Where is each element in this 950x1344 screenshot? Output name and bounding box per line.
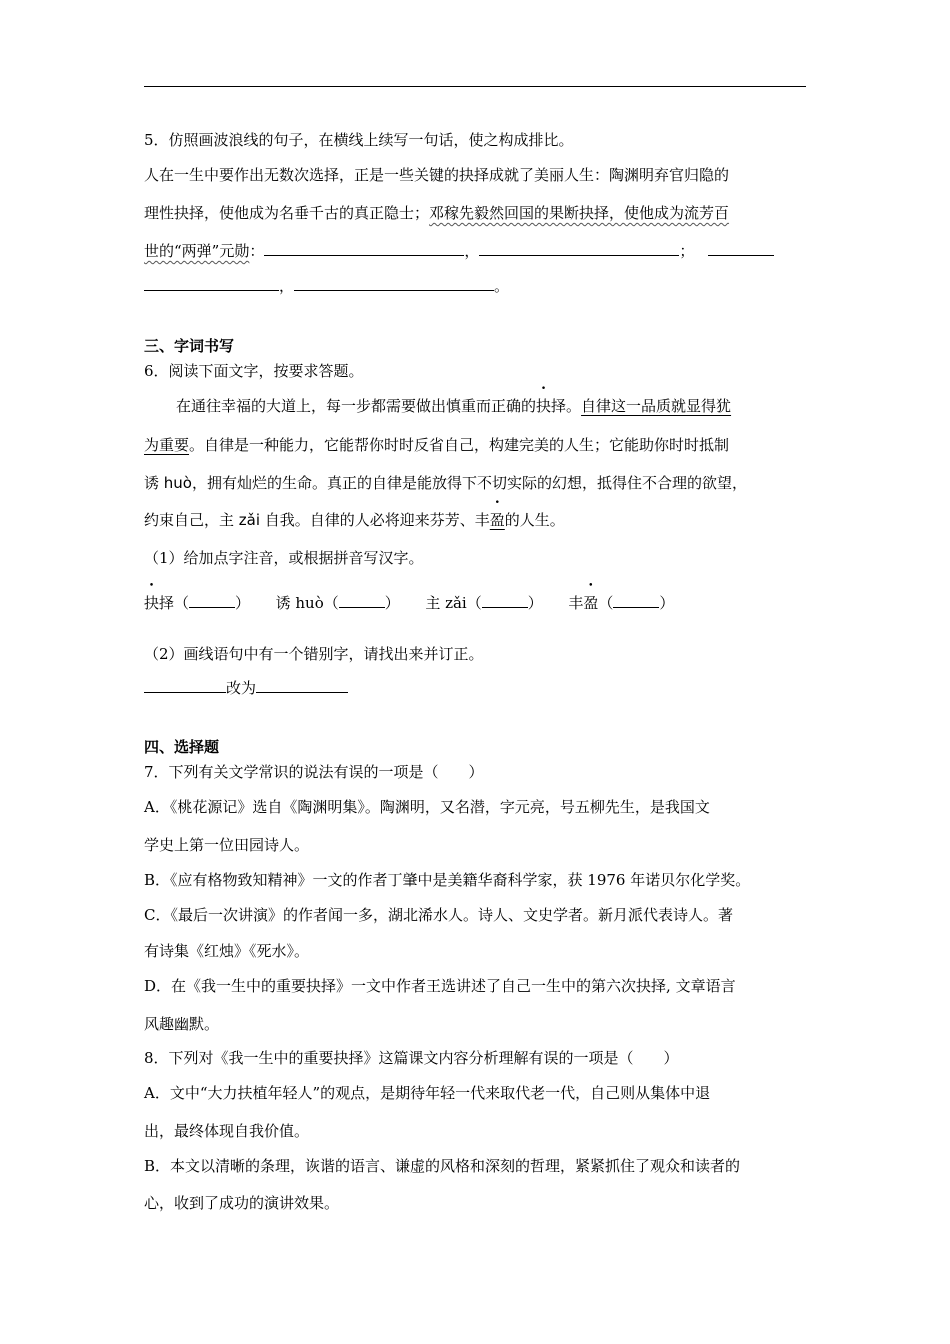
- q5-blank-4[interactable]: [294, 276, 494, 291]
- q6-p4b: 的人生。: [504, 511, 565, 529]
- q5-line-4: [144, 276, 509, 296]
- q6-fill-4-blank[interactable]: [613, 593, 659, 608]
- q6-fill-4-label-b: （: [598, 594, 614, 612]
- q7-option-c[interactable]: C．《最后一次讲演》的作者闻一多，湖北浠水人。诗人、文史学者。新月派代表诗人。著: [144, 906, 733, 924]
- q5-wavy-sentence-end: 世的“两弹”元勋: [144, 242, 250, 260]
- q7-prompt: 7．下列有关文学常识的说法有误的一项是（ ）: [144, 763, 484, 781]
- q6-fill-2-label: 诱 huò（: [275, 594, 339, 612]
- q6-prompt: 6．阅读下面文字，按要求答题。: [144, 362, 364, 380]
- q8-option-b[interactable]: B．本文以清晰的条理，诙谐的语言、谦虚的风格和深刻的哲理，紧紧抓住了观众和读者的: [144, 1157, 741, 1175]
- q5-blank-3b[interactable]: [144, 276, 279, 291]
- q6-passage-line-1: [176, 396, 731, 416]
- q6-p4a: 约束自己，主 zǎi 自我。自律的人必将迎来芬芳、丰: [144, 511, 490, 529]
- q6-wrong-char-blank[interactable]: [144, 678, 226, 693]
- q5-line-3: [144, 241, 774, 261]
- q8-option-a[interactable]: A．文中“大力扶植年轻人”的观点，是期待年轻一代来取代老一代，自己则从集体中退: [144, 1084, 711, 1102]
- q6-fill-4-close: ）: [659, 594, 675, 612]
- q7-option-a[interactable]: A．《桃花源记》选自《陶渊明集》。陶渊明，又名潜，字元亮，号五柳先生，是我国文: [144, 798, 710, 816]
- q6-correction-row: [144, 678, 348, 698]
- header-rule: [144, 86, 806, 87]
- section-4-title: 四、选择题: [144, 738, 220, 756]
- q5-prompt: 5．仿照画波浪线的句子，在横线上续写一句话，使之构成排比。: [144, 131, 574, 149]
- q6-fill-row: [144, 593, 674, 613]
- q6-dotted-char-1: 抉: [536, 397, 552, 415]
- q8-option-b-cont: 心，收到了成功的演讲效果。: [144, 1194, 340, 1212]
- q6-fill-1-label: 择（: [159, 594, 190, 612]
- q6-sub-1: （1）给加点字注音，或根据拼音写汉字。: [144, 549, 424, 567]
- q6-fill-3-close: ）: [527, 594, 543, 612]
- q6-correct-char-blank[interactable]: [256, 678, 348, 693]
- q6-passage-line-4: [144, 510, 565, 530]
- q5-period: 。: [494, 277, 510, 295]
- q7-option-c-cont: 有诗集《红烛》《死水》。: [144, 942, 310, 960]
- q6-fill-1-dotted: 抉: [144, 594, 160, 612]
- q6-fill-2-close: ）: [384, 594, 400, 612]
- q5-colon: ：: [249, 242, 265, 260]
- q6-sub-2: （2）画线语句中有一个错别字，请找出来并订正。: [144, 645, 484, 663]
- q6-p1a: 在通往幸福的大道上，每一步都需要做出慎重而正确的: [176, 397, 537, 415]
- q6-passage-line-2: [144, 435, 729, 455]
- q6-p2b: 。自律是一种能力，它能帮你时时反省自己，构建完美的人生；它能助你时时抵制: [189, 436, 730, 454]
- q6-fill-1-close: ）: [235, 594, 251, 612]
- q6-fill-4-label-a: 丰: [568, 594, 584, 612]
- q7-option-d[interactable]: D．在《我一生中的重要抉择》一文中作者王选讲述了自己一生中的第六次抉择, 文章语言: [144, 977, 736, 995]
- q6-underlined-sentence-end: 为重要: [144, 436, 190, 454]
- q6-dotted-char-2: 盈: [489, 511, 505, 529]
- q6-fill-3-label: 主 zǎi（: [425, 594, 482, 612]
- q7-option-b[interactable]: B．《应有格物致知精神》一文的作者丁肇中是美籍华裔科学家，获 1976 年诺贝尔化学奖。: [144, 871, 751, 889]
- q6-p1b: 择。: [551, 397, 582, 415]
- q7-option-d-cont: 风趣幽默。: [144, 1015, 220, 1033]
- section-3-title: 三、字词书写: [144, 337, 235, 355]
- q5-semicolon: ；: [679, 242, 695, 260]
- q6-fill-4-dotted: 盈: [583, 594, 599, 612]
- q6-fill-2-blank[interactable]: [339, 593, 385, 608]
- q6-passage-line-3: 诱 huò，拥有灿烂的生命。真正的自律是能放得下不切实际的幻想，抵得住不合理的欲望，: [144, 474, 747, 492]
- q8-prompt: 8．下列对《我一生中的重要抉择》这篇课文内容分析理解有误的一项是（ ）: [144, 1049, 679, 1067]
- q5-comma-1: ，: [464, 242, 480, 260]
- q5-line-1: 人在一生中要作出无数次选择，正是一些关键的抉择成就了美丽人生：陶渊明弃官归隐的: [144, 166, 730, 184]
- q5-blank-1[interactable]: [264, 241, 464, 256]
- q6-underlined-sentence: 自律这一品质就显得犹: [581, 397, 732, 415]
- q5-line-2: [144, 203, 729, 223]
- q5-blank-3a[interactable]: [708, 241, 774, 256]
- q5-comma-2: ，: [279, 277, 295, 295]
- q5-line-2a: 理性抉择，使他成为名垂千古的真正隐士；: [144, 204, 430, 222]
- q6-fill-1-blank[interactable]: [189, 593, 235, 608]
- q8-option-a-cont: 出，最终体现自我价值。: [144, 1122, 310, 1140]
- q6-fill-3-blank[interactable]: [482, 593, 528, 608]
- q6-change-to-label: 改为: [226, 679, 257, 697]
- q5-wavy-sentence: 邓稼先毅然回国的果断抉择，使他成为流芳百: [429, 204, 730, 222]
- q7-option-a-cont: 学史上第一位田园诗人。: [144, 836, 310, 854]
- q5-blank-2[interactable]: [479, 241, 679, 256]
